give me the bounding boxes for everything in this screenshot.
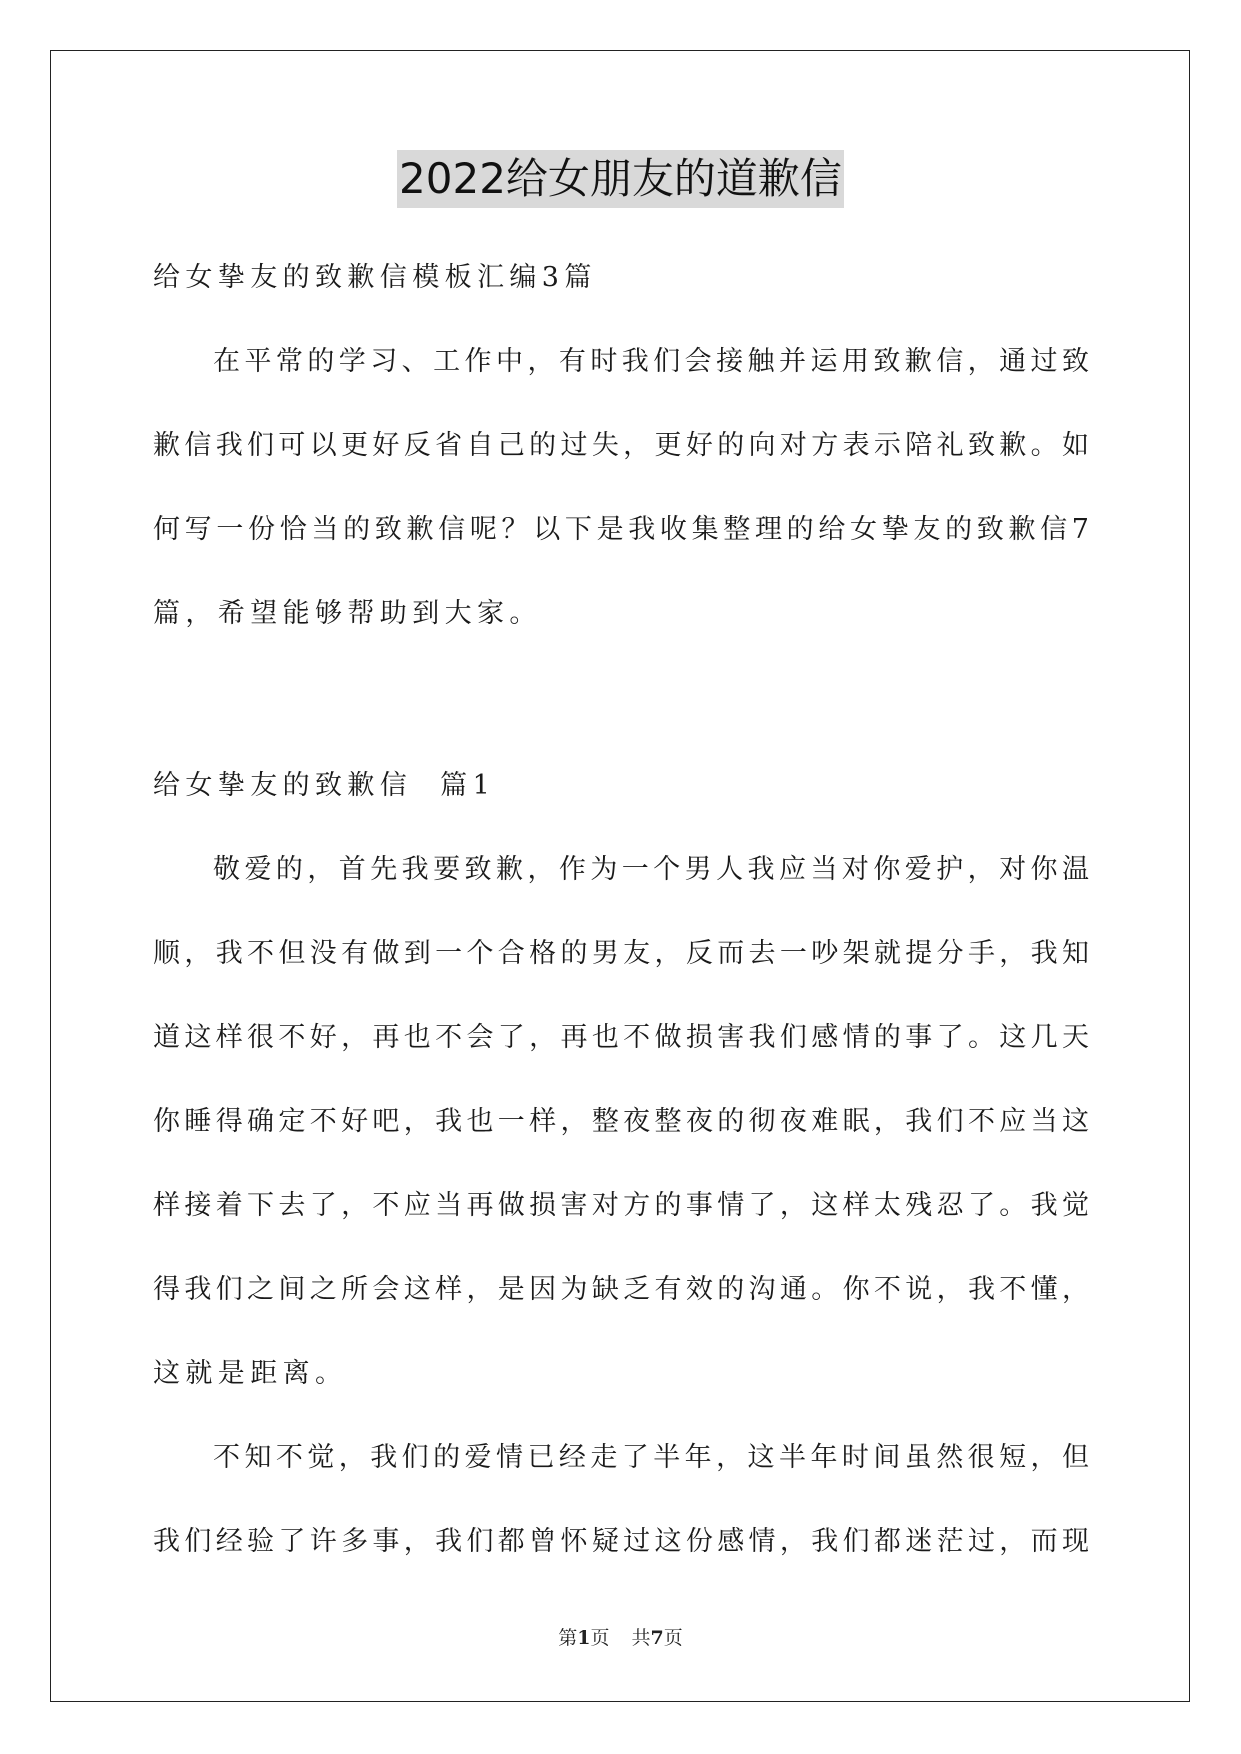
paragraph-line: 敬爱的，首先我要致歉，作为一个男人我应当对你爱护，对你温	[213, 854, 1089, 885]
total-prefix: 共	[631, 1627, 651, 1649]
paragraph-line: 不知不觉，我们的爱情已经走了半年，这半年时间虽然很短，但	[213, 1442, 1089, 1473]
title-container	[0, 150, 1241, 208]
page-suffix: 页	[590, 1627, 610, 1649]
document-title: 2022给女朋友的道歉信	[397, 150, 844, 208]
paragraph-line: 得我们之间之所会这样，是因为缺乏有效的沟通。你不说，我不懂，	[153, 1274, 1089, 1305]
intro-line: 篇，希望能够帮助到大家。	[153, 598, 542, 629]
intro-line: 在平常的学习、工作中，有时我们会接触并运用致歉信，通过致	[213, 346, 1089, 377]
paragraph-line: 我们经验了许多事，我们都曾怀疑过这份感情，我们都迷茫过，而现	[153, 1526, 1089, 1557]
paragraph-line: 顺，我不但没有做到一个合格的男友，反而去一吵架就提分手，我知	[153, 938, 1089, 969]
total-suffix: 页	[663, 1627, 683, 1649]
paragraph-line: 样接着下去了，不应当再做损害对方的事情了，这样太残忍了。我觉	[153, 1190, 1089, 1221]
total-pages: 7	[650, 1627, 664, 1649]
document-body	[153, 236, 1089, 1584]
page-number: 1	[577, 1627, 591, 1649]
page-prefix: 第	[558, 1627, 578, 1649]
section-spacer	[153, 656, 1089, 744]
intro-line: 何写一份恰当的致歉信呢？以下是我收集整理的给女挚友的致歉信7	[153, 514, 1089, 545]
paragraph-line: 你睡得确定不好吧，我也一样，整夜整夜的彻夜难眠，我们不应当这	[153, 1106, 1089, 1137]
document-subtitle: 给女挚友的致歉信模板汇编3篇	[153, 262, 597, 293]
section-heading: 给女挚友的致歉信 篇1	[153, 770, 496, 801]
intro-line: 歉信我们可以更好反省自己的过失，更好的向对方表示陪礼致歉。如	[153, 430, 1089, 461]
paragraph-line: 这就是距离。	[153, 1358, 348, 1389]
page-footer	[0, 1625, 1241, 1651]
paragraph-line: 道这样很不好，再也不会了，再也不做损害我们感情的事了。这几天	[153, 1022, 1089, 1053]
